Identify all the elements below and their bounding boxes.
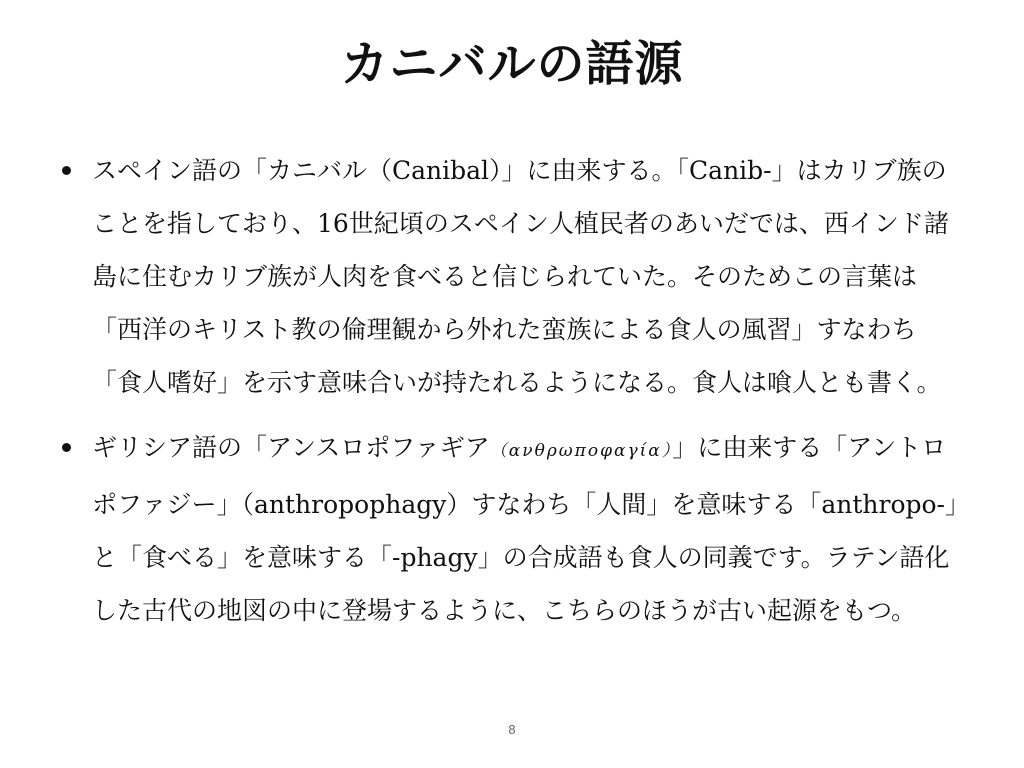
bullet-item-greek-origin (62, 421, 962, 637)
bullet-point-icon (62, 443, 71, 452)
slide-title: カニバルの語源 (340, 36, 684, 92)
page-number: 8 (508, 722, 516, 737)
bullet-list (62, 144, 962, 637)
bullet-text (92, 421, 962, 637)
greek-word: （ανθρωποφαγία） (489, 441, 673, 461)
bullet-item-caribal-origin (62, 144, 962, 409)
bullet-text: スペイン語の「カニバル（Canibal）」に由来する。「Canib-」はカリブ族のことを指しており、16世紀頃のスペイン人植民者のあいだでは、西インド諸島に住むカリブ族が人肉を食べると信じられていた。そのためこの言葉は「西洋のキリスト教の倫理観から外れた蛮族による食人の風習」すなわち「食人嗜好」を示す意味合いが持たれるようになる。食人は喰人とも書く。 (92, 156, 949, 397)
bullet-point-icon (62, 166, 71, 175)
bullet-text-before-greek: ギリシア語の「アンスロポファギア (92, 433, 490, 462)
bullet-text-after-greek: 」に由来する「アントロポファジー」（anthropophagy）すなわち「人間」を意味する「anthropo-」と「食べる」を意味する「-phagy」の合成語も食人の同義です。ラテン語化した古代の地図の中に登場するように、こちらのほうが古い起源をもつ。 (92, 433, 958, 625)
